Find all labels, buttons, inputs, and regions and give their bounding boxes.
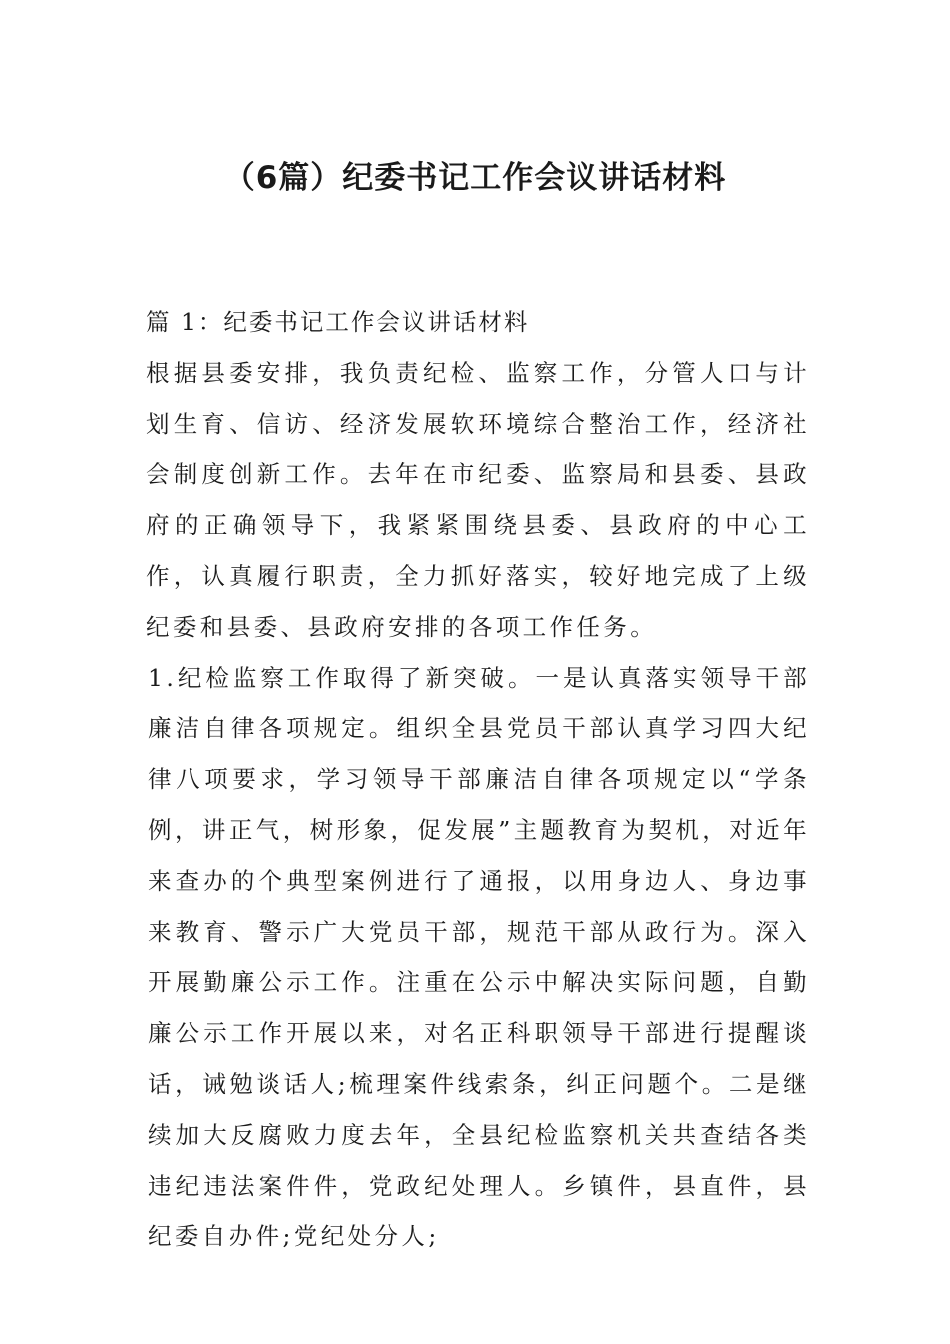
section-heading: 篇 1：纪委书记工作会议讲话材料: [146, 308, 530, 336]
body-paragraph: 1.纪检监察工作取得了新突破。一是认真落实领导干部廉洁自律各项规定。组织全县党员干部认真学习四大纪律八项要求，学习领导干部廉洁自律各项规定以“学条例，讲正气，树形象，促发展”主题教育为契机，对近年来查办的个典型案例进行了通报，以用身边人、身边事来教育、警示广大党员干部，规范干部从政行为。深入开展勤廉公示工作。注重在公示中解决实际问题，自勤廉公示工作开展以来，对名正科职领导干部进行提醒谈话，诫勉谈话人;梳理案件线索条，纠正问题个。二是继续加大反腐败力度去年，全县纪检监察机关共查结各类违纪违法案件件，党政纪处理人。乡镇件，县直件，县纪委自办件;党纪处分人;: [148, 663, 810, 1251]
body-paragraph: 根据县委安排，我负责纪检、监察工作，分管人口与计划生育、信访、经济发展软环境综合整治工作，经济社会制度创新工作。去年在市纪委、监察局和县委、县政府的正确领导下，我紧紧围绕县委、县政府的中心工作，认真履行职责，全力抓好落实，较好地完成了上级纪委和县委、县政府安排的各项工作任务。: [146, 358, 810, 641]
document-title: （6篇）纪委书记工作会议讲话材料: [223, 160, 727, 196]
document-body: [146, 297, 810, 1262]
